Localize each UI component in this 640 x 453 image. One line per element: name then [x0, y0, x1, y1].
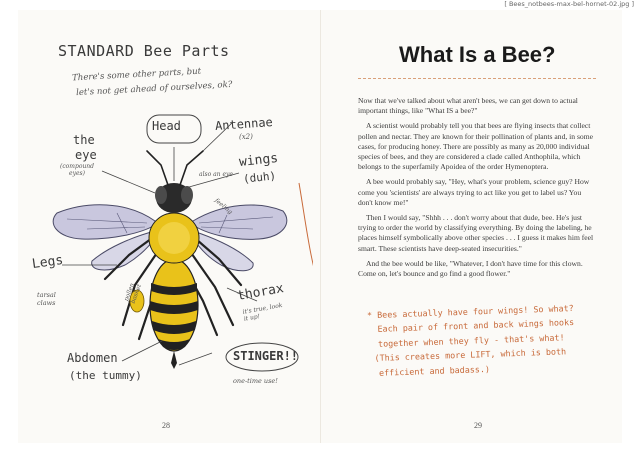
note-line-1: * Bees actually have four wings! So what? [366, 302, 574, 321]
note-line-2: Each pair of front and back wings hooks [377, 317, 575, 335]
label-compound-eyes: (compound eyes) [59, 163, 95, 177]
note-line-5: efficient and badass.) [378, 363, 491, 378]
paragraph-4: Then I would say, "Shhh . . . don't worry about that dude, bee. He's just trying to order the world by classifying everything. By doing the labeling, he places himself symbolically above other species . . . I guess it makes him feel smart. These scientists have deep-seated insecurities." [358, 213, 594, 253]
label-eye: eye [75, 148, 97, 162]
page-number-left: 28 [162, 421, 170, 430]
label-thorax-note: it's true, look it up! [242, 301, 283, 323]
diagram-title: STANDARD Bee Parts [58, 42, 230, 60]
label-legs: Legs [31, 252, 65, 273]
page-number-right: 29 [474, 421, 482, 430]
label-pollen-basket: pollen basket [122, 282, 144, 305]
paragraph-3: A bee would probably say, "Hey, what's your problem, science guy? How come you 'scientists' are always trying to act like you get to label us? You don't know me!" [358, 177, 590, 207]
abdomen [150, 259, 198, 351]
bee-illustration [27, 33, 313, 403]
label-also-an-eye: also an eye [199, 171, 233, 178]
stinger-shape [171, 351, 177, 369]
label-wings-duh: (duh) [242, 169, 277, 186]
label-stinger: STINGER!! [233, 349, 299, 363]
wing-left-front [53, 205, 155, 239]
note-line-3: together when they fly - that's what! [377, 332, 565, 349]
diagram-subtitle-line1: There's some other parts, but [71, 66, 202, 84]
label-the-tummy: (the tummy) [69, 369, 142, 382]
page-title: What Is a Bee? [399, 42, 556, 67]
diagram-subtitle-line2: let's not get ahead of ourselves, ok? [75, 79, 233, 99]
label-wings: wings [238, 150, 279, 171]
body-text [358, 96, 596, 284]
handwritten-note [367, 300, 609, 380]
label-antennae: Antennae [214, 115, 274, 133]
label-tarsal-claws: tarsal claws [37, 291, 56, 307]
paragraph-2: A scientist would probably tell you that bees are flying insects that collect pollen and nectar. They are known for their pollination of plants and, in some cases, for producing honey. There are possibly as many as 20,000 individual species of bees, and they are considered a clade called Anthophila, which belongs to the superfamily Apoidea of the order Hymenoptera. [358, 121, 593, 172]
file-label: [ Bees_notbees-max-bel-hornet-02.jpg ] [504, 0, 634, 8]
label-antennae-count: (x2) [239, 133, 253, 141]
label-the: the [73, 133, 95, 147]
label-one-time-use: one-time use! [233, 377, 278, 385]
label-feeling: feeling [213, 197, 234, 216]
label-thorax: thorax [236, 281, 285, 304]
label-abdomen: Abdomen [67, 351, 118, 365]
book-gutter [320, 10, 321, 443]
title-divider [358, 78, 596, 79]
label-head: Head [152, 119, 181, 133]
paragraph-1: Now that we've talked about what aren't bees, we can get down to actual important things, like "What IS a bee?" [358, 96, 578, 116]
note-line-4: (This creates more LIFT, which is both [374, 346, 567, 364]
paragraph-5: And the bee would be like, "Whatever, I don't have time for this clown. Come on, let's bounce and go find a good flower." [358, 258, 583, 279]
